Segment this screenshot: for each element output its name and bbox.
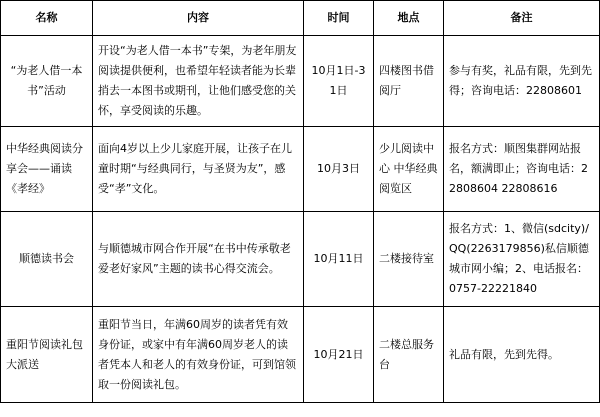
cell-time: 10月1日-31日 [304, 36, 374, 127]
cell-content: 开设“为老人借一本书”专架，为老年朋友阅读提供便利，也希望年轻读者能为长辈捎去一本图书或期刊，让他们感受您的关怀，享受阅读的乐趣。 [93, 36, 304, 127]
header-row [1, 1, 600, 36]
cell-content: 面向4岁以上少儿家庭开展，让孩子在儿童时期“与经典同行，与圣贤为友”，感受“孝”文化。 [93, 127, 304, 212]
table-row [1, 307, 600, 403]
table-row [1, 212, 600, 307]
cell-content: 重阳节当日，年满60周岁的读者凭有效身份证，或家中有年满60周岁老人的读者凭本人和老人的有效身份证，可到馆领取一份阅读礼包。 [93, 307, 304, 403]
header-note: 备注 [444, 1, 600, 36]
cell-place: 少儿阅读中心 中华经典阅览区 [374, 127, 444, 212]
header-place: 地点 [374, 1, 444, 36]
cell-name: 中华经典阅读分享会——诵读《孝经》 [1, 127, 93, 212]
cell-name: “为老人借一本书”活动 [1, 36, 93, 127]
cell-note: 参与有奖，礼品有限，先到先得；咨询电话：22808601 [444, 36, 600, 127]
cell-note: 礼品有限，先到先得。 [444, 307, 600, 403]
header-time: 时间 [304, 1, 374, 36]
cell-time: 10月21日 [304, 307, 374, 403]
cell-place: 二楼接待室 [374, 212, 444, 307]
table-row [1, 36, 600, 127]
cell-place: 二楼总服务台 [374, 307, 444, 403]
cell-place: 四楼图书借阅厅 [374, 36, 444, 127]
cell-time: 10月3日 [304, 127, 374, 212]
cell-name: 顺德读书会 [1, 212, 93, 307]
cell-name: 重阳节阅读礼包大派送 [1, 307, 93, 403]
cell-time: 10月11日 [304, 212, 374, 307]
cell-note: 报名方式：顺图集群网站报名，额满即止；咨询电话：22808604 22808616 [444, 127, 600, 212]
cell-content: 与顺德城市网合作开展“在书中传承敬老爱老好家风”主题的读书心得交流会。 [93, 212, 304, 307]
header-name: 名称 [1, 1, 93, 36]
header-content: 内容 [93, 1, 304, 36]
table-row [1, 127, 600, 212]
cell-note: 报名方式：1、微信(sdcity)/QQ(2263179856)私信顺德城市网小编；2、电话报名：0757-22221840 [444, 212, 600, 307]
